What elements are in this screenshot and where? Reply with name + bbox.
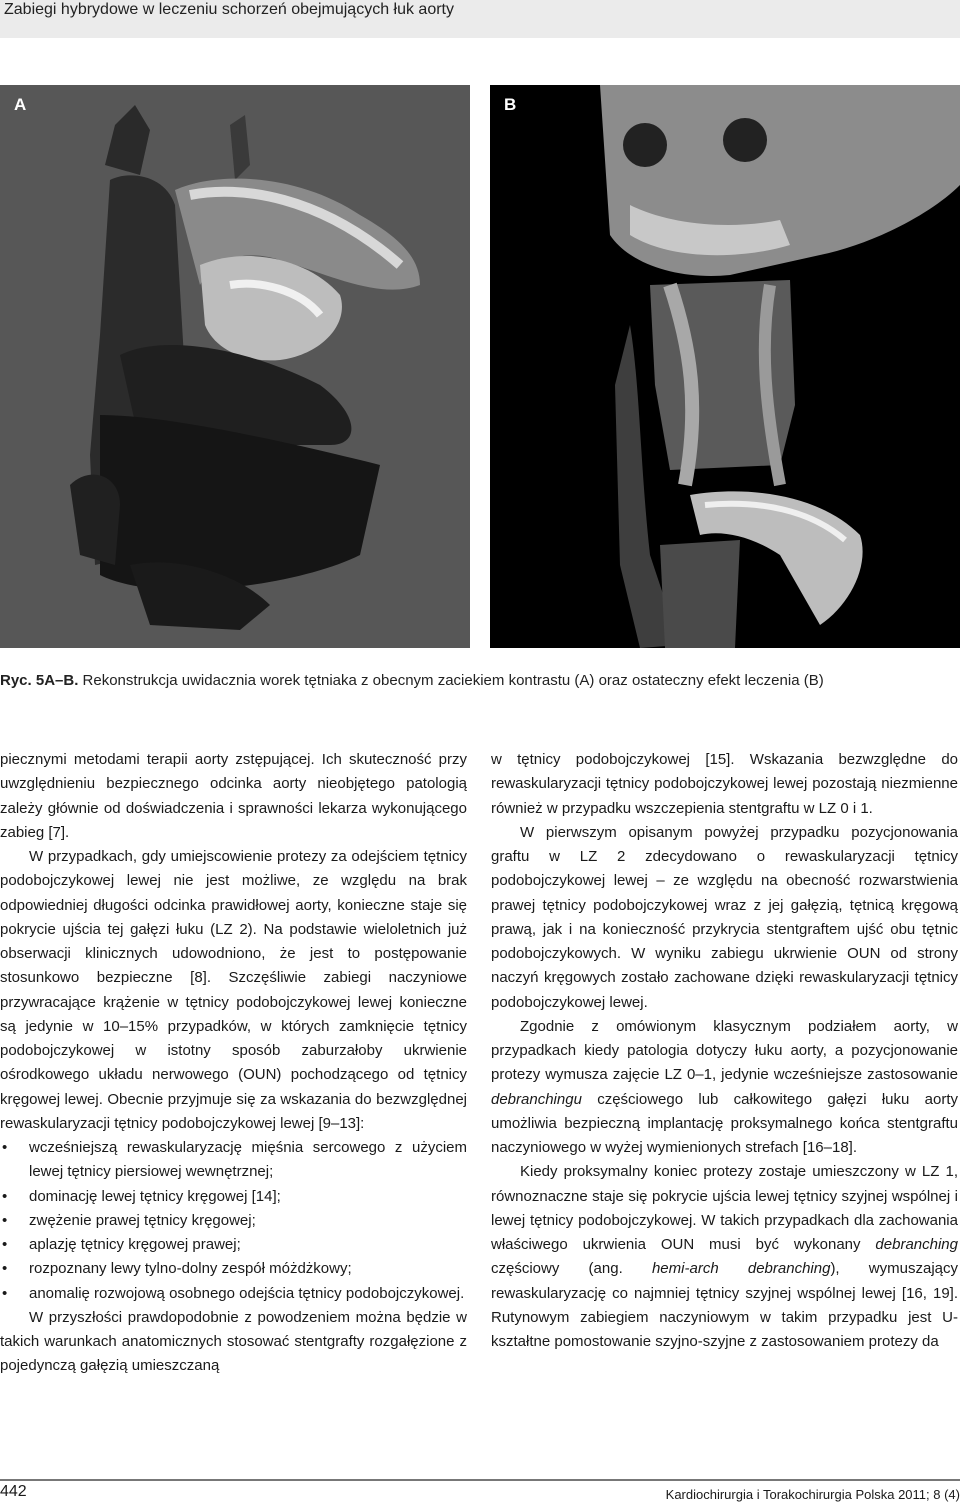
right-paragraph-4 — [491, 1160, 958, 1354]
caption-text: Rekonstrukcja uwidacznia worek tętniaka z obecnym zaciekiem kontrastu (A) oraz ostateczny efekt leczenia (B) — [78, 672, 824, 689]
figure-a-image — [0, 85, 470, 648]
caption-label: Ryc. 5A–B. — [0, 672, 79, 689]
italic-term: debranching — [875, 1236, 958, 1253]
running-head — [0, 0, 960, 38]
right-column — [491, 748, 958, 1354]
right-paragraph-2: W pierwszym opisanym powyżej przypadku pozycjonowania graftu w LZ 2 zdecydowano o rewaskularyzacji tętnicy podobojczykowej lewej – ze względu na obecność rozwarstwienia prawej tętnicy podobojczykowej wraz z jej gałęzią, tętnicą kręgową prawą, jak i na konieczność przykrycia stentgraftem ujść obu tętnic podobojczykowych. W wyniku zabiegu ukrwienie OUN od strony naczyń kręgowych zostało zachowane dzięki rewaskularyzacji tętnicy podobojczykowej lewej. — [491, 823, 958, 1011]
text-run: Kiedy proksymalny koniec protezy zostaje umieszczony w LZ 1, równoznaczne staje się pokrycie ujścia lewej tętnicy szyjnej wspólnej i lewej tętnicy podobojczykowej. W takich przypadkach dla zachowania właściwego ukrwienia OUN musi być wykonany — [491, 1163, 958, 1253]
italic-term: hemi-arch debranching — [651, 1260, 831, 1278]
left-paragraph-2: W przypadkach, gdy umiejscowienie protezy za odejściem tętnicy podobojczykowej lewej nie jest możliwe, ze względu na brak odpowiedniej długości odcinka prawidłowej aorty, konieczne staje się pokrycie ujścia tej gałęzi łuku (LZ 2). Na podstawie wieloletnich już obserwacji klinicznych udowodniono, że jest to postępowanie stosunkowo bezpieczne [8]. Szczęśliwie zabiegi naczyniowe przywracające krążenie w tętnicy podobojczykowej lewej konieczne są jedynie w 10–15% przypadków, w których zamknięcie tętnicy podobojczykowej w istotny sposób zaburzałoby ukrwienie ośrodkowego układu nerwowego (OUN) pochodzącego od tętnicy kręgowej lewej. Obecnie przyjmuje się za wskazania do bezwzględnej rewaskularyzacji tętnicy podobojczykowej lewej [9–13]: — [0, 848, 467, 1132]
figure-b-image — [490, 85, 960, 648]
indications-list — [0, 1136, 467, 1306]
text-run: ), wymuszający rewaskularyzację co najmniej tętnicy szyjnej wspólnej lewej [16, 19]. Rutynowym zabiegiem naczyniowym w takim przypadku jest U-kształtne pomostowanie szyjno-szyjne z zastosowaniem protezy da — [491, 1260, 958, 1350]
list-item: • wcześniejszą rewaskularyzację mięśnia sercowego z użyciem lewej tętnicy piersiowej wewnętrznej; — [0, 1136, 467, 1185]
left-column — [0, 748, 467, 1379]
list-item: • aplazję tętnicy kręgowej prawej; — [0, 1233, 467, 1257]
right-paragraph-1: w tętnicy podobojczykowej [15]. Wskazania bezwzględne do rewaskularyzacji tętnicy podobojczykowej lewej pozostają niezmienne również w przypadku wszczepienia stentgraftu w LZ 0 i 1. — [491, 751, 958, 817]
figure-a-label: A — [14, 95, 27, 114]
footer-divider — [0, 1479, 960, 1481]
right-paragraph-3 — [491, 1015, 958, 1161]
italic-term: debranchingu — [491, 1090, 582, 1108]
figure-caption — [0, 672, 960, 689]
text-run: częściowego lub całkowitego gałęzi łuku aorty umożliwia bezpieczną implantację proksymalnego końca stentgraftu naczyniowego w wyżej wymienionych strefach [16–18]. — [491, 1090, 958, 1156]
list-item: • dominację lewej tętnicy kręgowej [14]; — [0, 1185, 467, 1209]
list-item: • rozpoznany lewy tylno-dolny zespół móżdżkowy; — [0, 1257, 467, 1281]
text-run: Zgodnie z omówionym klasycznym podziałem aorty, w przypadkach kiedy patologia dotyczy łuku aorty, a pozycjonowanie protezy wymusza zajęcie LZ 0–1, jedynie wcześniejsze zastosowanie — [491, 1017, 958, 1084]
text-run: częściowy (ang. — [491, 1260, 652, 1278]
list-item: • zwężenie prawej tętnicy kręgowej; — [0, 1209, 467, 1233]
figure-b-3d-reconstruction — [490, 85, 960, 648]
figure-b-label: B — [504, 95, 517, 114]
left-paragraph-3: W przyszłości prawdopodobnie z powodzeniem można będzie w takich warunkach anatomicznych stosować stentgrafty rozgałęzione z pojedynczą gałęzią umieszczaną — [0, 1308, 467, 1375]
page-number: 442 — [0, 1483, 27, 1500]
running-head-title: Zabiegi hybrydowe w leczeniu schorzeń obejmujących łuk aorty — [4, 1, 454, 18]
left-paragraph-1: piecznymi metodami terapii aorty zstępującej. Ich skuteczność przy uwzględnieniu bezpiecznego odcinka aorty nieobjętego patologią zależy głównie od doświadczenia i sprawności lekarza wykonującego zabieg [7]. — [0, 751, 467, 841]
journal-citation: Kardiochirurgia i Torakochirurgia Polska 2011; 8 (4) — [665, 1487, 960, 1502]
figure-a-3d-reconstruction — [0, 85, 470, 648]
list-item: • anomalię rozwojową osobnego odejścia tętnicy podobojczykowej. — [0, 1282, 467, 1306]
